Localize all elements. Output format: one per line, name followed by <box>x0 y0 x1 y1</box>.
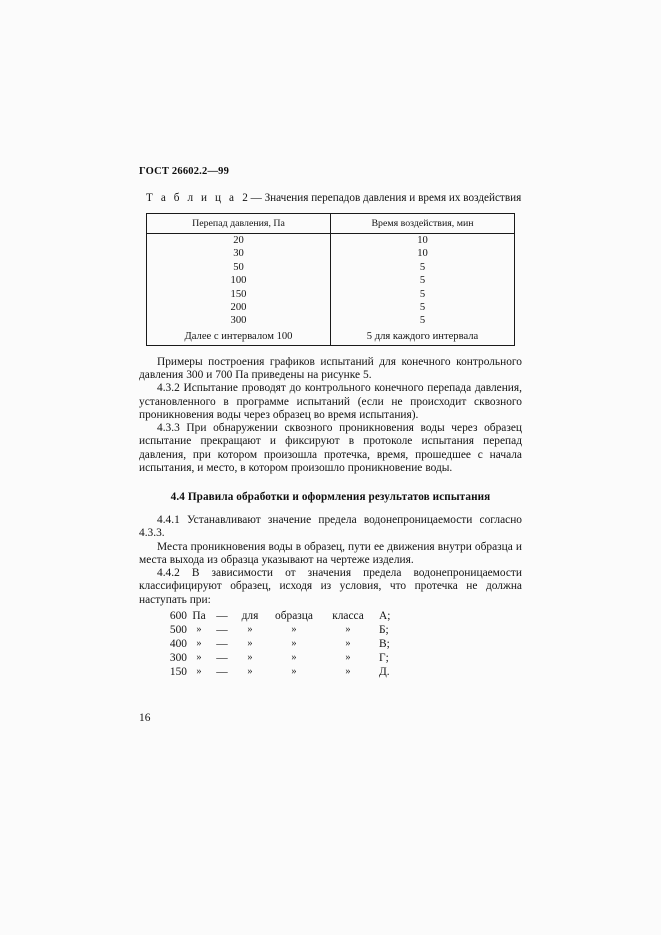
table-caption-title: Значения перепадов давления и время их воздействия <box>264 192 522 204</box>
class-word-sample: » <box>291 638 297 650</box>
table-body <box>147 234 515 346</box>
cell-pressure: 100 <box>147 274 331 287</box>
list-item <box>139 623 522 637</box>
table-head <box>147 214 515 234</box>
class-dash: — <box>216 652 228 665</box>
list-item <box>139 651 522 665</box>
class-word-sample: » <box>291 666 297 678</box>
class-word-sample: » <box>291 623 297 635</box>
pressure-class-list <box>139 609 522 679</box>
class-dash: — <box>216 609 228 622</box>
cell-duration: 5 <box>331 314 515 327</box>
cell-duration: 5 <box>331 274 515 287</box>
class-letter: Б; <box>379 623 389 636</box>
table-caption-dash: — <box>250 192 262 204</box>
pressure-table-wrapper <box>146 213 514 346</box>
class-pressure-value: 500 <box>169 623 187 636</box>
class-word-for: » <box>247 638 253 650</box>
cell-pressure: 300 <box>147 314 331 327</box>
cell-pressure: 20 <box>147 234 331 248</box>
class-word-sample: образца <box>275 609 313 622</box>
class-word-for: » <box>247 623 253 635</box>
page-content <box>139 166 522 679</box>
table-row <box>147 301 515 314</box>
class-pressure-unit: » <box>196 666 202 678</box>
class-pressure-unit: » <box>196 623 202 635</box>
table-caption-label: Т а б л и ц а <box>146 192 237 204</box>
list-item <box>139 609 522 623</box>
class-pressure-value: 150 <box>169 666 187 679</box>
cell-duration: 10 <box>331 234 515 248</box>
table-header-pressure: Перепад давления, Па <box>147 214 331 234</box>
standard-header: ГОСТ 26602.2—99 <box>139 166 230 177</box>
section-heading-4-4: 4.4 Правила обработки и оформления результатов испытания <box>170 491 491 504</box>
cell-pressure: 30 <box>147 247 331 260</box>
paragraph-4-3-2: 4.3.2 Испытание проводят до контрольного конечного перепада давления, установленного в программе испытаний (если не происходит сквозного проникновения воды через образец во время испытания). <box>139 382 522 421</box>
table-row <box>147 261 515 274</box>
table-row <box>147 274 515 287</box>
paragraph-4-4-1-b: Места проникновения воды в образец, пути ее движения внутри образца и места выхода из образца указывают на чертеже изделия. <box>139 540 522 566</box>
cell-duration: 5 <box>331 288 515 301</box>
class-pressure-value: 400 <box>169 638 187 651</box>
class-word-class: класса <box>332 609 364 622</box>
cell-pressure: Далее с интервалом 100 <box>147 328 331 346</box>
class-pressure-unit: » <box>196 638 202 650</box>
table-row <box>147 234 515 248</box>
table-row <box>147 288 515 301</box>
class-word-sample: » <box>291 652 297 664</box>
class-dash: — <box>216 623 228 636</box>
cell-duration: 10 <box>331 247 515 260</box>
page-number: 16 <box>139 712 151 724</box>
class-pressure-unit: Па <box>192 609 206 622</box>
table-caption-number: 2 <box>242 192 248 204</box>
cell-duration: 5 <box>331 261 515 274</box>
table-row <box>147 314 515 327</box>
class-pressure-value: 300 <box>169 652 187 665</box>
paragraph-4-4-1: 4.4.1 Устанавливают значение предела водонепроницаемости согласно 4.3.3. <box>139 514 522 540</box>
paragraph-group-examples <box>139 356 522 383</box>
table-header-duration: Время воздействия, мин <box>331 214 515 234</box>
class-word-for: для <box>241 609 259 622</box>
table-row <box>147 247 515 260</box>
class-word-class: » <box>345 638 351 650</box>
paragraph-4-3-3: 4.3.3 При обнаружении сквозного проникновения воды через образец испытание прекращают и фиксируют в протоколе испытания перепад давления, при котором произошла протечка, время, прошедшее с начала испытания, и место, в котором произошло проникновение воды. <box>139 422 522 474</box>
table-header-row <box>147 214 515 234</box>
class-word-class: » <box>345 666 351 678</box>
class-word-class: » <box>345 652 351 664</box>
paragraph-examples: Примеры построения графиков испытаний для конечного контрольного давления 300 и 700 Па приведены на рисунке 5. <box>139 355 522 382</box>
class-word-class: » <box>345 623 351 635</box>
cell-pressure: 50 <box>147 261 331 274</box>
class-pressure-value: 600 <box>169 609 187 622</box>
list-item <box>139 637 522 651</box>
class-word-for: » <box>247 652 253 664</box>
cell-duration: 5 <box>331 301 515 314</box>
cell-pressure: 200 <box>147 301 331 314</box>
class-word-for: » <box>247 666 253 678</box>
class-dash: — <box>216 666 228 679</box>
cell-pressure: 150 <box>147 288 331 301</box>
table-row <box>147 328 515 346</box>
class-letter: В; <box>379 638 390 651</box>
list-item <box>139 665 522 679</box>
class-dash: — <box>216 638 228 651</box>
paragraph-4-4-2: 4.4.2 В зависимости от значения предела водонепроницаемости классифицируют образец, исходя из условия, что протечка не должна наступать при: <box>139 567 522 606</box>
class-letter: Г; <box>379 652 389 665</box>
class-pressure-unit: » <box>196 652 202 664</box>
class-letter: А; <box>379 609 391 622</box>
cell-duration: 5 для каждого интервала <box>331 328 515 346</box>
pressure-table <box>146 213 515 346</box>
table-caption <box>139 192 522 204</box>
class-letter: Д. <box>379 666 390 679</box>
